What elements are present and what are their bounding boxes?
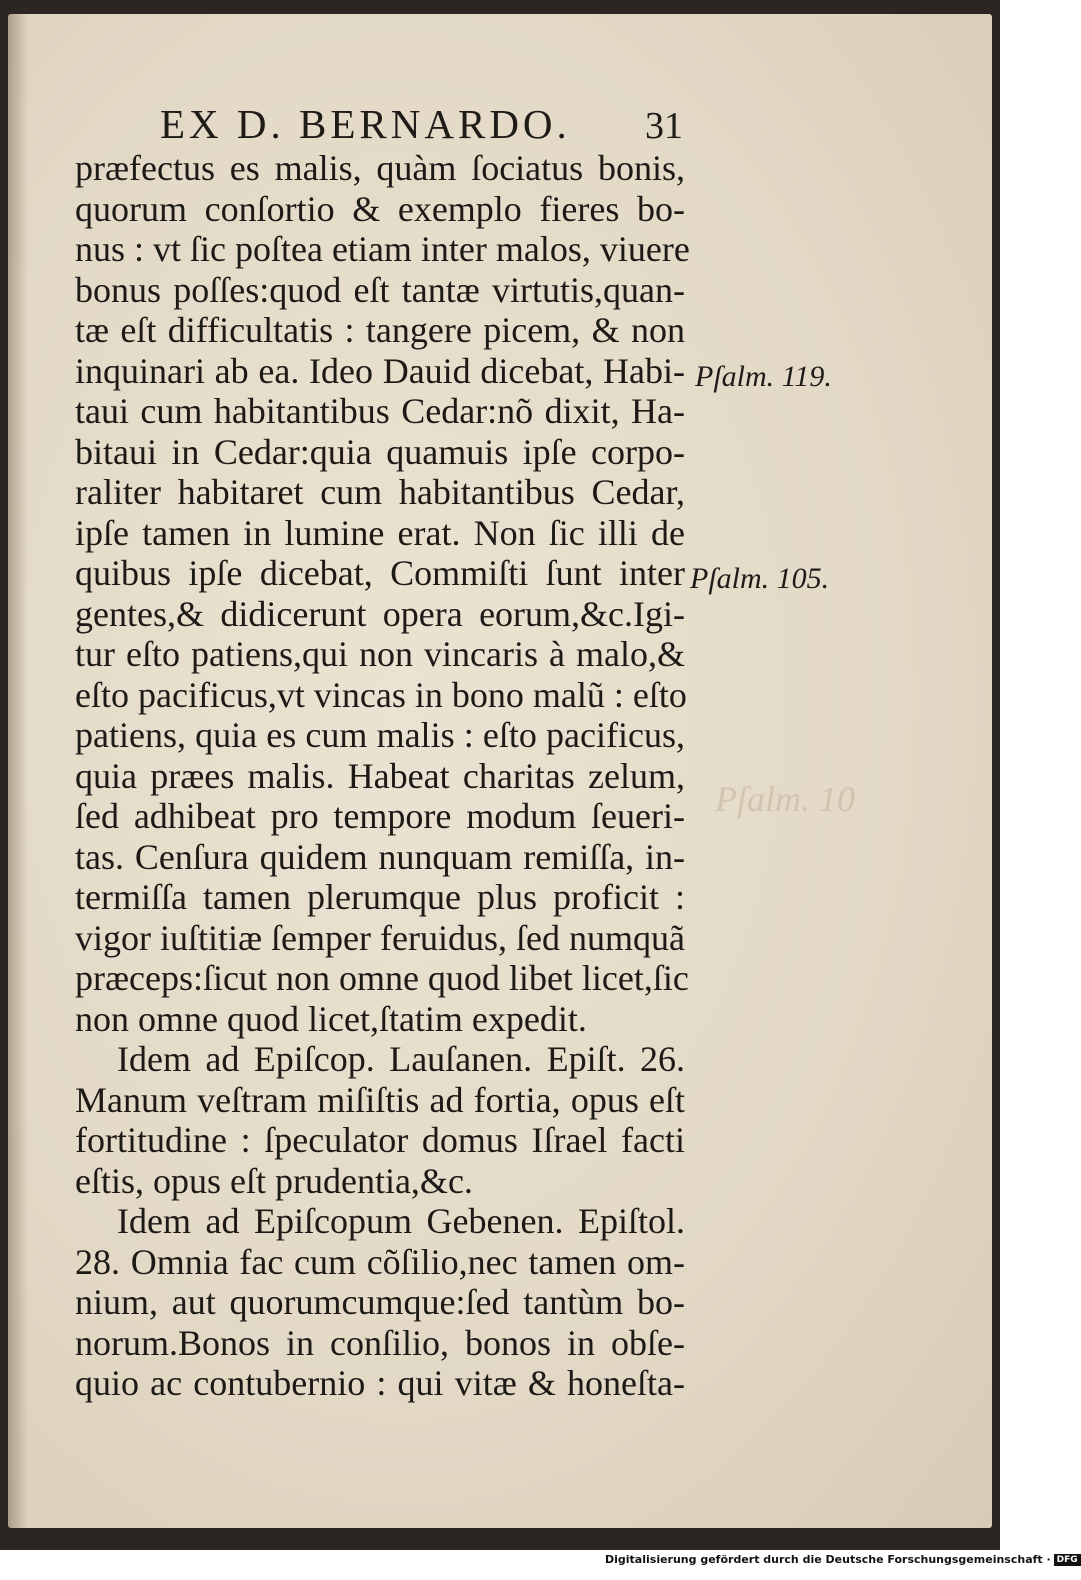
footer-credit — [605, 1553, 1081, 1566]
text-line: taui cum habitantibus Cedar:nõ dixit, Ha- — [75, 391, 685, 431]
body-text — [75, 148, 690, 1404]
text-line: tas. Cenſura quidem nunquam remiſſa, in- — [75, 836, 685, 877]
text-line: nium, aut quorumcumque:ſed tantùm bo- — [75, 1282, 685, 1322]
running-head: EX D. BERNARDO. — [160, 101, 571, 147]
text-line: non omne quod licet,ſtatim expedit. — [75, 998, 587, 1039]
text-line: bitaui in Cedar:quia quamuis ipſe corpo- — [75, 431, 685, 472]
text-line: nus : vt ſic poſtea etiam inter malos, viuere — [75, 229, 690, 269]
text-line: Idem ad Epiſcop. Lauſanen. Epiſt. 26. — [117, 1039, 685, 1079]
text-line: tæ eſt difficultatis : tangere picem, & non — [75, 310, 685, 350]
text-line: quorum conſortio & exemplo fieres bo- — [75, 188, 685, 229]
text-line: eſto pacificus,vt vincas in bono malũ : eſto — [75, 674, 687, 715]
text-line: tur eſto patiens,qui non vincaris à malo,& — [75, 634, 685, 674]
text-line: raliter habitaret cum habitantibus Cedar, — [75, 472, 685, 512]
text-line: quia præes malis. Habeat charitas zelum, — [75, 755, 685, 796]
margin-note-psalm-119: Pſalm. 119. — [695, 360, 832, 393]
text-line: Manum veſtram miſiſtis ad fortia, opus eſt — [75, 1079, 685, 1120]
text-line: 28. Omnia fac cum cõſilio,nec tamen om- — [75, 1241, 685, 1282]
footer-text: Digitalisierung gefördert durch die Deutsche Forschungsgemeinschaft · — [605, 1553, 1051, 1566]
text-line: quibus ipſe dicebat, Commiſti ſunt inter — [75, 553, 685, 593]
text-line: præfectus es malis, quàm ſociatus bonis, — [75, 148, 685, 188]
margin-note-psalm-105: Pſalm. 105. — [690, 562, 830, 595]
page-gutter-shadow — [8, 14, 28, 1528]
show-through-text: Pſalm. 10 — [715, 779, 855, 819]
text-line: vigor iuſtitiæ ſemper feruidus, ſed numquã — [75, 917, 685, 958]
text-line: bonus poſſes:quod eſt tantæ virtutis,quan- — [75, 269, 685, 310]
text-line: fortitudine : ſpeculator domus Iſrael facti — [75, 1120, 685, 1160]
text-line: præceps:ſicut non omne quod libet licet,ſic — [75, 958, 689, 998]
text-line: patiens, quia es cum malis : eſto pacificus, — [75, 715, 685, 755]
text-line: quio ac contubernio : qui vitæ & honeſta- — [75, 1363, 685, 1403]
text-line: eſtis, opus eſt prudentia,&c. — [75, 1160, 473, 1201]
text-line: ipſe tamen in lumine erat. Non ſic illi de — [75, 512, 685, 553]
text-line: norum.Bonos in conſilio, bonos in obſe- — [75, 1322, 685, 1363]
text-line: termiſſa tamen plerumque plus proficit : — [75, 877, 685, 917]
text-line: gentes,& didicerunt opera eorum,&c.Igi- — [75, 593, 685, 634]
page-number: 31 — [645, 105, 683, 147]
text-line: Idem ad Epiſcopum Gebenen. Epiſtol. — [117, 1201, 685, 1241]
dfg-logo-icon: DFG — [1054, 1554, 1081, 1566]
text-line: inquinari ab ea. Ideo Dauid dicebat, Habi- — [75, 350, 685, 391]
text-line: ſed adhibeat pro tempore modum ſeueri- — [75, 796, 685, 836]
